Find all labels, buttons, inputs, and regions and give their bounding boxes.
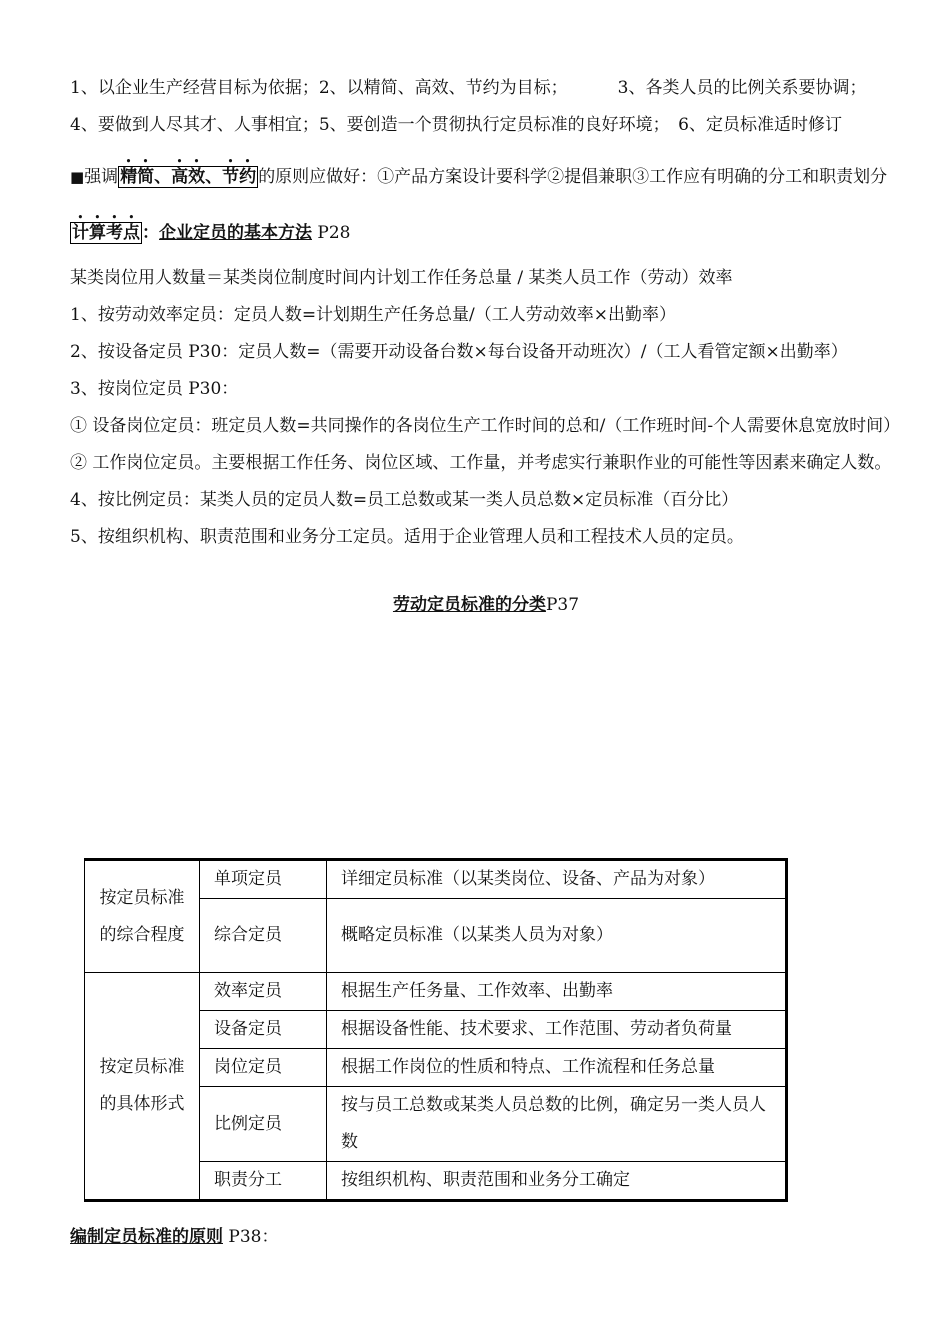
type-cell: 综合定员 <box>200 899 327 973</box>
principles-line-2: 4、要做到人尽其才、人事相宜；5、要创造一个贯彻执行定员标准的良好环境； 6、定员标准适时修订 <box>70 115 842 135</box>
desc-cell: 根据生产任务量、工作效率、出勤率 <box>327 973 787 1011</box>
method-item: 2、按设备定员 P30：定员人数=（需要开动设备台数×每台设备开动班次）/（工人看管定额×出勤率） <box>70 342 848 362</box>
method-item: 4、按比例定员：某类人员的定员人数=员工总数或某一类人员总数×定员标准（百分比） <box>70 490 739 510</box>
desc-cell: 按组织机构、职责范围和业务分工确定 <box>327 1162 787 1201</box>
type-cell: 效率定员 <box>200 973 327 1011</box>
table-row <box>85 973 787 1011</box>
category-cell: 按定员标准的综合程度 <box>85 860 200 973</box>
calc-point-label: 计算考点 <box>72 223 140 243</box>
table-title: 劳动定员标准的分类P37 <box>392 595 580 615</box>
general-formula: 某类岗位用人数量＝某类岗位制度时间内计划工作任务总量 / 某类人员工作（劳动）效率 <box>70 268 733 288</box>
desc-cell: 根据工作岗位的性质和特点、工作流程和任务总量 <box>327 1049 787 1087</box>
desc-cell: 按与员工总数或某类人员总数的比例，确定另一类人员人数 <box>327 1087 787 1162</box>
desc-cell: 根据设备性能、技术要求、工作范围、劳动者负荷量 <box>327 1011 787 1049</box>
desc-cell: 概略定员标准（以某类人员为对象） <box>327 899 787 973</box>
boxed-keywords: 精简、高效、节约 <box>120 167 257 187</box>
bullet-square-icon: ■ <box>70 168 85 186</box>
method-item: 3、按岗位定员 P30： <box>70 379 239 399</box>
type-cell: 岗位定员 <box>200 1049 327 1087</box>
method-subitem: ① 设备岗位定员：班定员人数=共同操作的各岗位生产工作时间的总和/（工作班时间-个人需要休息宽放时间） <box>70 416 901 436</box>
staffing-standards-table <box>84 858 788 1202</box>
method-subitem: ② 工作岗位定员。主要根据工作任务、岗位区域、工作量，并考虑实行兼职作业的可能性等因素来确定人数。 <box>70 453 892 473</box>
desc-cell: 详细定员标准（以某类岗位、设备、产品为对象） <box>327 860 787 899</box>
type-cell: 设备定员 <box>200 1011 327 1049</box>
method-item: 1、按劳动效率定员：定员人数=计划期生产任务总量/（工人劳动效率×出勤率） <box>70 305 677 325</box>
emphasis-paragraph: ■强调 精简、高效、节约 的原则应做好：①产品方案设计要科学②提倡兼职③工作应有明确的分工和职责划分 <box>70 167 888 187</box>
section-heading-principles: 编制定员标准的原则 P38： <box>70 1227 279 1247</box>
category-cell: 按定员标准的具体形式 <box>85 973 200 1201</box>
method-item: 5、按组织机构、职责范围和业务分工定员。适用于企业管理人员和工程技术人员的定员。 <box>70 527 744 547</box>
table-row <box>85 860 787 899</box>
principles-line-1: 1、以企业生产经营目标为依据；2、以精简、高效、节约为目标； 3、各类人员的比例关系要协调； <box>70 78 867 98</box>
type-cell: 比例定员 <box>200 1087 327 1162</box>
document-body <box>70 70 902 620</box>
section-heading-methods: 计算考点 ：企业定员的基本方法 P28 <box>72 223 351 243</box>
type-cell: 单项定员 <box>200 860 327 899</box>
section-title: 企业定员的基本方法 <box>159 223 312 243</box>
type-cell: 职责分工 <box>200 1162 327 1201</box>
